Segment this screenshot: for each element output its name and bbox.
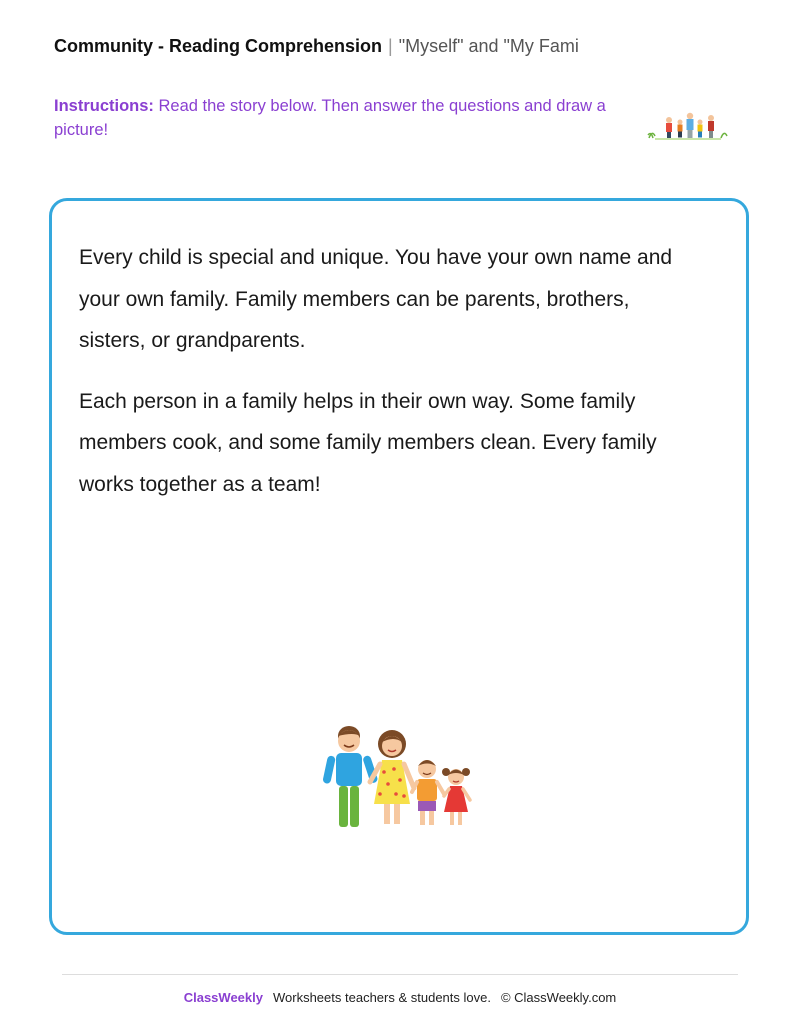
instructions-label: Instructions:	[54, 97, 154, 115]
title-separator: |	[388, 36, 393, 56]
footer-copyright: © ClassWeekly.com	[500, 990, 617, 1005]
instructions-text: Read the story below. Then answer the questions and draw a picture!	[54, 97, 606, 139]
footer	[0, 990, 800, 1005]
footer-brand: ClassWeekly	[183, 990, 263, 1005]
worksheet-title: Community - Reading Comprehension	[54, 36, 383, 56]
story-paragraph: Every child is special and unique. You have your own name and your own family. Family members can be parents, brothers, sisters, or grandparents.	[79, 246, 673, 352]
footer-divider	[62, 974, 738, 975]
footer-tagline: Worksheets teachers & students love.	[272, 990, 491, 1005]
story-paragraph: Each person in a family helps in their own way. Some family members cook, and some family members clean. Every family works together as a team!	[79, 389, 657, 496]
family-illustration-icon	[322, 722, 482, 832]
family-thumbnail-icon	[645, 108, 729, 146]
instructions	[54, 94, 614, 142]
worksheet-subtitle: "Myself" and "My Fami	[398, 36, 579, 56]
worksheet-header	[54, 36, 614, 57]
story-text	[79, 237, 689, 524]
